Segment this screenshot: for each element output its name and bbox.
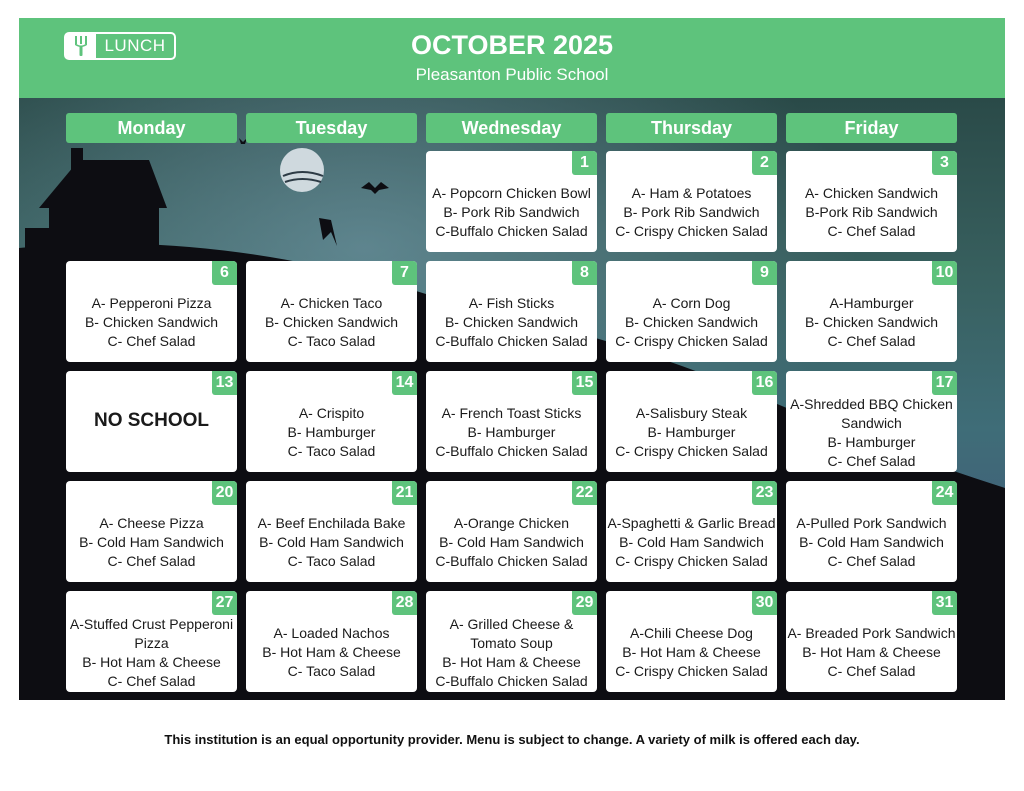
day-header-wednesday: Wednesday bbox=[426, 113, 597, 143]
menu-item: B- Hamburger bbox=[647, 424, 736, 440]
day-number: 27 bbox=[212, 591, 237, 615]
day-number: 23 bbox=[752, 481, 777, 505]
menu-item: A-Spaghetti & Garlic Bread bbox=[607, 515, 776, 531]
menu-item: A- Chicken Taco bbox=[280, 295, 383, 311]
menu-item: C-Buffalo Chicken Salad bbox=[435, 333, 588, 349]
day-number: 1 bbox=[572, 151, 597, 175]
menu-item: C- Chef Salad bbox=[827, 223, 916, 239]
menu-items bbox=[426, 175, 597, 250]
day-number: 9 bbox=[752, 261, 777, 285]
menu-item: A- Ham & Potatoes bbox=[631, 185, 752, 201]
day-cell bbox=[426, 261, 597, 362]
day-cell bbox=[786, 371, 957, 472]
day-number: 28 bbox=[392, 591, 417, 615]
menu-item: C- Chef Salad bbox=[827, 553, 916, 569]
menu-items bbox=[246, 395, 417, 470]
menu-item: A- Corn Dog bbox=[652, 295, 731, 311]
menu-item: C- Crispy Chicken Salad bbox=[615, 223, 768, 239]
menu-items bbox=[786, 285, 957, 360]
day-cell bbox=[426, 151, 597, 252]
day-cell bbox=[606, 371, 777, 472]
day-number: 14 bbox=[392, 371, 417, 395]
footer-note: This institution is an equal opportunity provider. Menu is subject to change. A variety of milk is offered each day. bbox=[19, 700, 1005, 778]
day-number: 2 bbox=[752, 151, 777, 175]
school-name: Pleasanton Public School bbox=[415, 65, 609, 84]
menu-item: C-Buffalo Chicken Salad bbox=[435, 223, 588, 239]
menu-item: B- Hamburger bbox=[287, 424, 376, 440]
menu-items bbox=[786, 615, 957, 690]
day-number: 31 bbox=[932, 591, 957, 615]
menu-items bbox=[786, 395, 957, 470]
menu-items bbox=[606, 285, 777, 360]
menu-item: A- Crispito bbox=[298, 405, 365, 421]
menu-item: A- Fish Sticks bbox=[468, 295, 555, 311]
menu-item: B- Chicken Sandwich bbox=[624, 314, 759, 330]
menu-items bbox=[606, 505, 777, 580]
day-header-monday: Monday bbox=[66, 113, 237, 143]
menu-item: B- Chicken Sandwich bbox=[84, 314, 219, 330]
menu-item: B- Cold Ham Sandwich bbox=[79, 534, 224, 550]
menu-item: B- Chicken Sandwich bbox=[804, 314, 939, 330]
menu-item: C-Buffalo Chicken Salad bbox=[435, 672, 588, 689]
menu-item: B- Chicken Sandwich bbox=[264, 314, 399, 330]
menu-item: B- Hot Ham & Cheese bbox=[82, 653, 221, 670]
menu-item: B- Pork Rib Sandwich bbox=[443, 204, 580, 220]
menu-item: B- Hot Ham & Cheese bbox=[262, 644, 401, 660]
menu-item: A- Grilled Cheese & Tomato Soup bbox=[449, 615, 574, 651]
day-cell bbox=[246, 371, 417, 472]
menu-item: B- Hot Ham & Cheese bbox=[802, 644, 941, 660]
menu-item: C- Chef Salad bbox=[827, 333, 916, 349]
day-number: 22 bbox=[572, 481, 597, 505]
day-number: 10 bbox=[932, 261, 957, 285]
day-number: 24 bbox=[932, 481, 957, 505]
menu-items bbox=[786, 175, 957, 250]
calendar-board bbox=[19, 98, 1005, 700]
day-cell bbox=[66, 371, 237, 472]
menu-item: B- Hot Ham & Cheese bbox=[442, 653, 581, 670]
calendar-header bbox=[19, 18, 1005, 98]
menu-items bbox=[66, 615, 237, 690]
day-cell bbox=[786, 591, 957, 692]
menu-item: A- Loaded Nachos bbox=[273, 625, 390, 641]
day-number: 21 bbox=[392, 481, 417, 505]
menu-item: A- Popcorn Chicken Bowl bbox=[432, 185, 591, 201]
menu-items bbox=[246, 285, 417, 360]
menu-item: A- Cheese Pizza bbox=[99, 515, 204, 531]
day-cell bbox=[786, 151, 957, 252]
menu-item: B-Pork Rib Sandwich bbox=[805, 204, 938, 220]
menu-items bbox=[606, 175, 777, 250]
menu-item: C-Buffalo Chicken Salad bbox=[435, 443, 588, 459]
menu-items bbox=[606, 395, 777, 470]
menu-item: B- Cold Ham Sandwich bbox=[439, 534, 584, 550]
menu-item: C- Chef Salad bbox=[827, 663, 916, 679]
day-cell bbox=[246, 481, 417, 582]
menu-item: B- Cold Ham Sandwich bbox=[259, 534, 404, 550]
day-cell bbox=[606, 261, 777, 362]
menu-item: B- Pork Rib Sandwich bbox=[623, 204, 760, 220]
menu-items bbox=[426, 285, 597, 360]
day-number: 30 bbox=[752, 591, 777, 615]
menu-items bbox=[246, 505, 417, 580]
day-header-friday: Friday bbox=[786, 113, 957, 143]
day-cell bbox=[786, 481, 957, 582]
day-number: 3 bbox=[932, 151, 957, 175]
menu-item: C- Chef Salad bbox=[107, 553, 196, 569]
day-number: 6 bbox=[212, 261, 237, 285]
menu-item: A-Stuffed Crust Pepperoni Pizza bbox=[69, 615, 234, 651]
day-number: 7 bbox=[392, 261, 417, 285]
menu-item: A-Pulled Pork Sandwich bbox=[796, 515, 947, 531]
day-number: 8 bbox=[572, 261, 597, 285]
day-cell bbox=[426, 481, 597, 582]
menu-item: C- Crispy Chicken Salad bbox=[615, 333, 768, 349]
logo-label: LUNCH bbox=[104, 36, 166, 55]
menu-items bbox=[606, 615, 777, 690]
menu-item: A-Shredded BBQ Chicken Sandwich bbox=[790, 395, 953, 431]
menu-item: B- Chicken Sandwich bbox=[444, 314, 579, 330]
day-cell bbox=[606, 481, 777, 582]
day-cell bbox=[606, 591, 777, 692]
day-cell bbox=[246, 591, 417, 692]
day-number: 17 bbox=[932, 371, 957, 395]
day-header-tuesday: Tuesday bbox=[246, 113, 417, 143]
menu-item: A- French Toast Sticks bbox=[441, 405, 582, 421]
menu-items bbox=[66, 371, 237, 470]
day-cell bbox=[66, 261, 237, 362]
menu-item: A- Breaded Pork Sandwich bbox=[787, 625, 956, 641]
menu-items bbox=[66, 505, 237, 580]
day-cell bbox=[606, 151, 777, 252]
day-cell bbox=[426, 371, 597, 472]
menu-item: B- Cold Ham Sandwich bbox=[799, 534, 944, 550]
menu-item: C- Taco Salad bbox=[287, 333, 376, 349]
menu-item: C- Taco Salad bbox=[287, 443, 376, 459]
day-number: 15 bbox=[572, 371, 597, 395]
menu-items bbox=[246, 615, 417, 690]
moon-icon bbox=[280, 148, 324, 192]
menu-item: B- Hot Ham & Cheese bbox=[622, 644, 761, 660]
day-cell bbox=[426, 591, 597, 692]
menu-item: C- Taco Salad bbox=[287, 553, 376, 569]
menu-item: A-Chili Cheese Dog bbox=[630, 625, 753, 641]
menu-items bbox=[66, 285, 237, 360]
menu-items bbox=[426, 505, 597, 580]
menu-item: C- Crispy Chicken Salad bbox=[615, 663, 768, 679]
menu-items bbox=[786, 505, 957, 580]
menu-items bbox=[426, 615, 597, 690]
day-cell bbox=[786, 261, 957, 362]
menu-item: B- Hamburger bbox=[467, 424, 556, 440]
menu-item: C-Buffalo Chicken Salad bbox=[435, 553, 588, 569]
page-title: OCTOBER 2025 bbox=[410, 30, 614, 60]
menu-item: C- Chef Salad bbox=[827, 452, 916, 469]
no-school-label: NO SCHOOL bbox=[93, 410, 210, 431]
day-number: 29 bbox=[572, 591, 597, 615]
day-cell bbox=[66, 591, 237, 692]
day-number: 13 bbox=[212, 371, 237, 395]
menu-item: C- Crispy Chicken Salad bbox=[615, 443, 768, 459]
menu-item: A-Hamburger bbox=[829, 295, 914, 311]
menu-item: C- Chef Salad bbox=[107, 333, 196, 349]
day-cell bbox=[246, 261, 417, 362]
menu-item: A- Chicken Sandwich bbox=[804, 185, 939, 201]
menu-items bbox=[426, 395, 597, 470]
menu-item: C- Taco Salad bbox=[287, 663, 376, 679]
menu-item: C- Chef Salad bbox=[107, 672, 196, 689]
menu-item: C- Crispy Chicken Salad bbox=[615, 553, 768, 569]
day-cell bbox=[66, 481, 237, 582]
day-header-thursday: Thursday bbox=[606, 113, 777, 143]
menu-item: A-Orange Chicken bbox=[453, 515, 570, 531]
day-number: 16 bbox=[752, 371, 777, 395]
menu-item: A- Beef Enchilada Bake bbox=[257, 515, 406, 531]
menu-item: B- Cold Ham Sandwich bbox=[619, 534, 764, 550]
menu-item: A-Salisbury Steak bbox=[635, 405, 748, 421]
menu-item: A- Pepperoni Pizza bbox=[91, 295, 212, 311]
menu-item: B- Hamburger bbox=[827, 433, 916, 450]
day-number: 20 bbox=[212, 481, 237, 505]
